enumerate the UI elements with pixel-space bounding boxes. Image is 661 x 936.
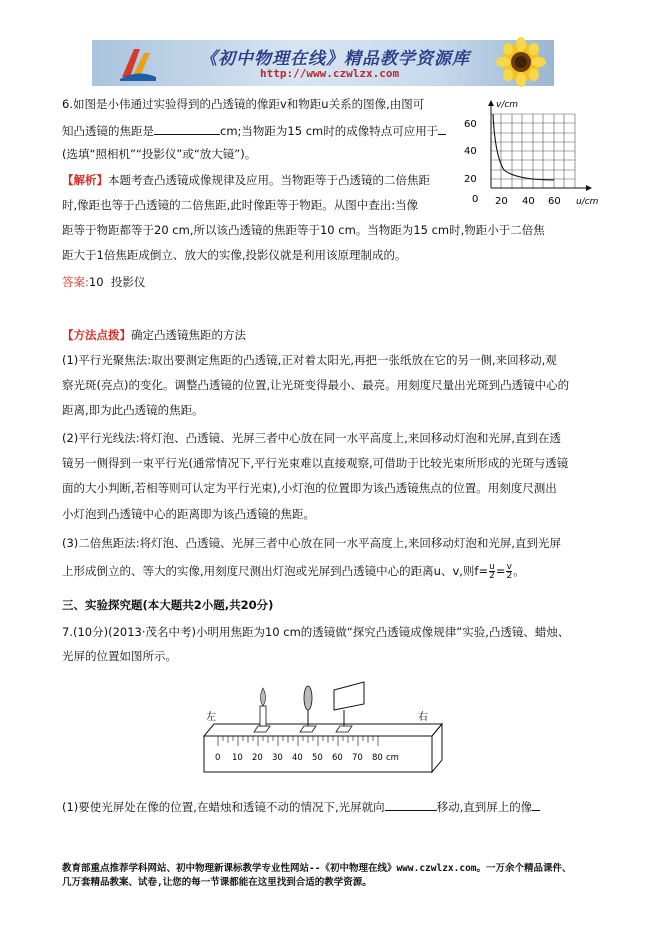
frac-u: u — [489, 562, 495, 572]
q7-sub1-suffix: 移动,直到屏上的像 — [436, 800, 533, 814]
q7-sub1-text: (1)要使光屏处在像的位置,在蜡烛和透镜不动的情况下,光屏就向 — [62, 800, 385, 814]
footer-line1: 教育部重点推荐学科网站、初中物理新课标教学专业性网站--《初中物理在线》www.czwlzx.com。一万余个精品课件、 — [62, 863, 572, 874]
q7-blank-direction[interactable] — [385, 798, 437, 811]
answer-label: 答案: — [62, 275, 89, 289]
method1-line2: 察光斑(亮点)的变化。调整凸透镜的位置,让光斑变得最小、最亮。用刻度尺量出光斑到凸透镜中心的 — [62, 378, 570, 392]
q6-line3: (选填“照相机”“投影仪”或“放大镜”)。 — [62, 147, 257, 161]
analysis-text3a: 距等于物距都等于 — [62, 223, 154, 237]
header-banner — [92, 40, 554, 86]
page-footer — [62, 862, 622, 890]
analysis-text1: 本题考查凸透镜成像规律及应用。当物距等于凸透镜的二倍焦距 — [108, 173, 430, 187]
bench-tick-label: 70 — [352, 753, 363, 763]
analysis-label: 【解析】 — [62, 173, 108, 187]
graph-xtick: 40 — [522, 196, 535, 207]
fraction-v-over-2 — [506, 563, 512, 580]
flame-icon — [261, 688, 266, 706]
sunflower-icon — [487, 40, 554, 86]
method2-line4: 小灯泡到凸透镜中心的距离即为该凸透镜的焦距。 — [62, 507, 315, 521]
q6-line1: 6.如图是小伟通过实验得到的凸透镜的像距v和物距u关系的图像,由图可 — [62, 97, 425, 111]
footer-line2: 几万套精品教案、试卷,让您的每一节课都能在这里找到合适的教学资源。 — [62, 877, 372, 888]
analysis-line2: 时,像距也等于凸透镜的二倍焦距,此时像距等于物距。从图中查出:当像 — [62, 198, 419, 212]
optical-bench-figure — [196, 680, 446, 780]
analysis-value-15cm: 15 cm — [413, 223, 450, 237]
method1-line3: 距离,即为此凸透镜的焦距。 — [62, 403, 204, 417]
graph-origin: 0 — [472, 194, 479, 205]
analysis-text4c: 倍焦距成倒立、放大的实像,投影仪就是利用该原理制成的。 — [103, 248, 407, 262]
q6-blank-focal[interactable] — [154, 122, 220, 135]
answer-value-2: 投影仪 — [110, 275, 146, 289]
analysis-text4a: 距大于 — [62, 248, 97, 262]
q6-line2-suffix: cm;当物距为15 cm时的成像特点可应用于 — [220, 124, 439, 138]
method-label: 【方法点拨】 — [62, 328, 131, 342]
analysis-line3 — [62, 222, 545, 238]
bench-top — [204, 724, 442, 736]
section-heading: 三、实验探究题(本大题共2小题,共20分) — [62, 598, 274, 612]
frac-2b: 2 — [506, 571, 513, 581]
graph-xtick: 60 — [548, 196, 561, 207]
v-u-graph — [454, 96, 599, 212]
bench-right-label: 右 — [418, 712, 428, 723]
analysis-text3c: ,所以该凸透镜的焦距等于 — [189, 223, 320, 237]
bench-tick-label: 10 — [232, 753, 243, 763]
analysis-text3e: 。当物距为 — [355, 223, 414, 237]
answer-value-1: 10 — [88, 275, 104, 289]
period: 。 — [513, 564, 525, 578]
analysis-value-1: 1 — [96, 248, 104, 262]
graph-ytick: 20 — [464, 174, 477, 185]
bench-tick-label: 40 — [292, 753, 303, 763]
frac-2a: 2 — [489, 571, 495, 581]
q7-line1: 7.(10分)(2013·茂名中考)小明用焦距为10 cm的透镜做“探究凸透镜成像规律”实验,凸透镜、蜡烛、 — [62, 625, 570, 639]
q7-line2: 光屏的位置如图所示。 — [62, 649, 177, 663]
method-title-line — [62, 327, 246, 343]
bench-tick-label: 20 — [252, 753, 263, 763]
banner-title: 《初中物理在线》精品教学资源库 — [200, 49, 470, 69]
banner-url: http://www.czwlzx.com — [260, 67, 400, 80]
q6-blank-application[interactable] — [438, 122, 446, 135]
analysis-line4 — [62, 247, 406, 263]
bench-tick-label: 0 — [215, 753, 221, 763]
q6-line2 — [62, 122, 446, 139]
method2-line1: (2)平行光线法:将灯泡、凸透镜、光屏三者中心放在同一水平高度上,来回移动灯泡和光屏,直到在透 — [62, 431, 561, 445]
bench-tick-label: 50 — [312, 753, 323, 763]
bench-tick-label: 30 — [272, 753, 283, 763]
frac-v: v — [506, 562, 512, 572]
q7-blank-image[interactable] — [532, 798, 540, 811]
equals-sign: = — [495, 564, 506, 578]
analysis-value-10cm: 10 cm — [319, 223, 356, 237]
method1-line1: (1)平行光聚焦法:取出要测定焦距的凸透镜,正对着太阳光,再把一张纸放在它的另一侧,来回移动,观 — [62, 353, 557, 367]
graph-ylabel: v/cm — [496, 100, 519, 110]
fraction-u-over-2 — [489, 563, 495, 580]
method-title: 确定凸透镜焦距的方法 — [131, 328, 246, 342]
q7-sub1-line — [62, 798, 540, 815]
q6-line2-prefix: 知凸透镜的焦距是 — [62, 124, 154, 138]
bench-left-label: 左 — [206, 712, 216, 723]
bench-tick-label: 80 — [372, 753, 383, 763]
graph-xtick: 20 — [495, 196, 508, 207]
method3-text: 上形成倒立的、等大的实像,用刻度尺测出灯泡或光屏到凸透镜中心的距离u、v,则f= — [62, 564, 489, 578]
analysis-value-20cm: 20 cm — [154, 223, 190, 237]
y-axis-arrow-icon — [488, 100, 494, 106]
logo-icon — [118, 43, 158, 83]
graph-ytick: 60 — [464, 119, 477, 130]
analysis-text3g: 时,物距小于二倍焦 — [449, 223, 545, 237]
bench-unit: cm — [386, 753, 399, 763]
graph-xlabel: u/cm — [576, 197, 599, 207]
method3-line2 — [62, 563, 525, 580]
method2-line3: 面的大小判断,若相等则可认定为平行光束),小灯泡的位置即为该凸透镜焦点的位置。用刻度尺测出 — [62, 481, 557, 495]
analysis-line1 — [62, 172, 430, 188]
x-axis-arrow-icon — [586, 185, 592, 191]
answer-line — [62, 274, 145, 290]
method3-line1: (3)二倍焦距法:将灯泡、凸透镜、光屏三者中心放在同一水平高度上,来回移动灯泡和光屏,直到光屏 — [62, 536, 561, 550]
graph-ytick: 40 — [464, 146, 477, 157]
method2-line2: 镜另一侧得到一束平行光(通常情况下,平行光束难以直接观察,可借助于比较光束所形成的光斑与透镜 — [62, 456, 569, 470]
graph-grid — [491, 114, 575, 188]
bench-tick-label: 60 — [332, 753, 343, 763]
